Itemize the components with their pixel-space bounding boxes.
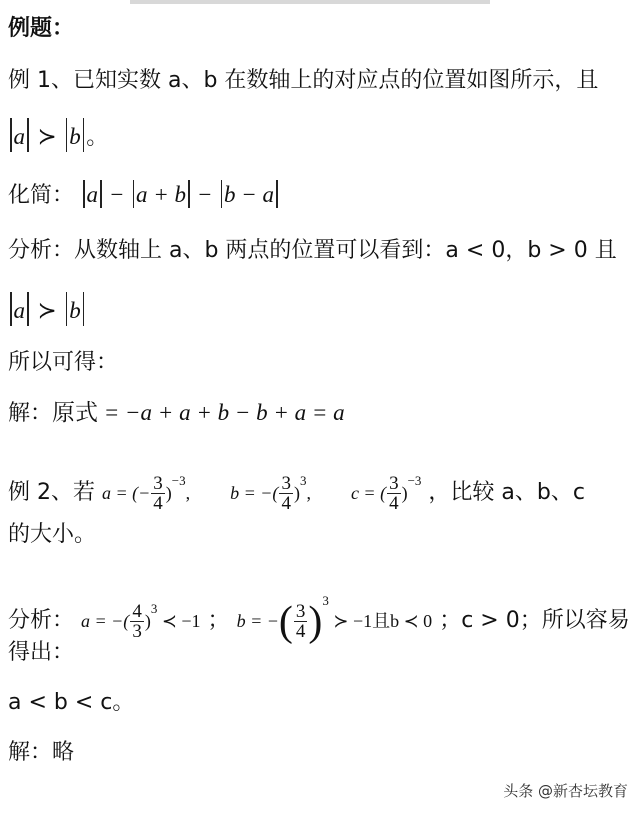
abs-bar bbox=[27, 292, 29, 326]
result-text: a < b < c。 bbox=[8, 690, 135, 715]
denominator: 4 bbox=[153, 492, 163, 514]
abs-bar bbox=[10, 118, 12, 152]
example-2-line-2: 的大小。 bbox=[8, 522, 97, 547]
numerator: 3 bbox=[153, 472, 163, 494]
fraction bbox=[387, 474, 401, 513]
example-2-statement bbox=[8, 466, 585, 513]
example-1-condition bbox=[8, 118, 108, 153]
var-b: b bbox=[69, 124, 81, 149]
left-paren: ( bbox=[278, 599, 293, 645]
abs-bar bbox=[66, 292, 68, 326]
solution-expr: = −a + a + b − b + a = a bbox=[98, 400, 345, 425]
term-1: a bbox=[86, 182, 99, 207]
b-relation: ≻ −1且b ≺ 0 bbox=[328, 611, 433, 631]
b-exponent: 3 bbox=[322, 593, 329, 608]
numerator: 3 bbox=[281, 472, 291, 494]
simplify-line bbox=[8, 180, 280, 211]
numerator: 3 bbox=[295, 600, 306, 622]
analysis-1-condition bbox=[8, 292, 86, 327]
a-exponent: 3 bbox=[150, 601, 158, 616]
denominator: 4 bbox=[389, 492, 399, 514]
analysis-2 bbox=[8, 586, 630, 645]
operator: − bbox=[110, 182, 124, 207]
fraction bbox=[151, 474, 165, 513]
example-2-label: 例 2、若 bbox=[8, 480, 95, 505]
abs-bar bbox=[83, 118, 85, 152]
numerator: 4 bbox=[132, 600, 142, 622]
fraction bbox=[294, 602, 308, 641]
b-suffix: ) bbox=[293, 483, 300, 503]
separator: ； bbox=[207, 608, 230, 633]
denominator: 4 bbox=[295, 620, 306, 642]
a-exponent: −3 bbox=[171, 473, 186, 488]
numerator: 3 bbox=[389, 472, 399, 494]
b-prefix: b = −( bbox=[230, 483, 279, 503]
a-suffix: ) bbox=[144, 611, 151, 631]
a-prefix: a = (− bbox=[102, 483, 151, 503]
comma: , bbox=[306, 483, 311, 503]
analysis-1-text: 分析：从数轴上 a、b 两点的位置可以看到：a < 0，b > 0 且 bbox=[8, 238, 617, 263]
watermark: 头条 @新杏坛教育 bbox=[503, 782, 628, 800]
solution-expr-label: 原式 bbox=[52, 400, 99, 425]
abs-bar bbox=[100, 180, 102, 208]
term-2: a + b bbox=[136, 182, 187, 207]
b-exponent: 3 bbox=[299, 473, 307, 488]
thus-text: 所以可得： bbox=[8, 350, 119, 375]
abs-bar bbox=[276, 180, 278, 208]
fraction bbox=[130, 602, 144, 641]
example-2-tail: ，比较 a、b、c bbox=[428, 480, 585, 505]
c-suffix: ) bbox=[401, 483, 408, 503]
abs-bar bbox=[83, 292, 85, 326]
solution-2-text: 解：略 bbox=[8, 740, 75, 765]
period: 。 bbox=[86, 125, 109, 150]
abs-bar bbox=[83, 180, 85, 208]
simplify-label: 化简： bbox=[8, 183, 75, 208]
abs-bar bbox=[221, 180, 223, 208]
solution-label: 解： bbox=[8, 401, 53, 426]
var-a: a bbox=[13, 298, 25, 323]
var-b: b bbox=[69, 298, 81, 323]
a-prefix: a = −( bbox=[81, 611, 130, 631]
abs-bar bbox=[27, 118, 29, 152]
top-edge-strip bbox=[130, 0, 490, 4]
a-suffix: ) bbox=[165, 483, 172, 503]
comma: , bbox=[185, 483, 191, 503]
denominator: 4 bbox=[281, 492, 291, 514]
term-3: b − a bbox=[224, 182, 275, 207]
analysis-2-line-2: 得出： bbox=[8, 640, 75, 665]
abs-bar bbox=[66, 118, 68, 152]
c-exponent: −3 bbox=[407, 473, 422, 488]
relation-symbol: ≻ bbox=[37, 124, 57, 149]
abs-bar bbox=[10, 292, 12, 326]
abs-bar bbox=[133, 180, 135, 208]
abs-bar bbox=[188, 180, 190, 208]
solution-1 bbox=[8, 398, 345, 429]
operator: − bbox=[198, 182, 212, 207]
c-prefix: c = ( bbox=[350, 483, 387, 503]
a-relation: ≺ −1 bbox=[157, 611, 201, 631]
fraction bbox=[279, 474, 293, 513]
section-title: 例题： bbox=[8, 16, 75, 41]
var-a: a bbox=[13, 124, 25, 149]
relation-symbol: ≻ bbox=[37, 298, 57, 323]
denominator: 3 bbox=[132, 620, 142, 642]
analysis-2-tail: ；c > 0；所以容易 bbox=[439, 608, 630, 633]
example-1-statement: 例 1、已知实数 a、b 在数轴上的对应点的位置如图所示，且 bbox=[8, 68, 599, 93]
analysis-2-label: 分析： bbox=[8, 608, 75, 633]
b-prefix: b = − bbox=[236, 611, 279, 631]
right-paren: ) bbox=[308, 599, 323, 645]
